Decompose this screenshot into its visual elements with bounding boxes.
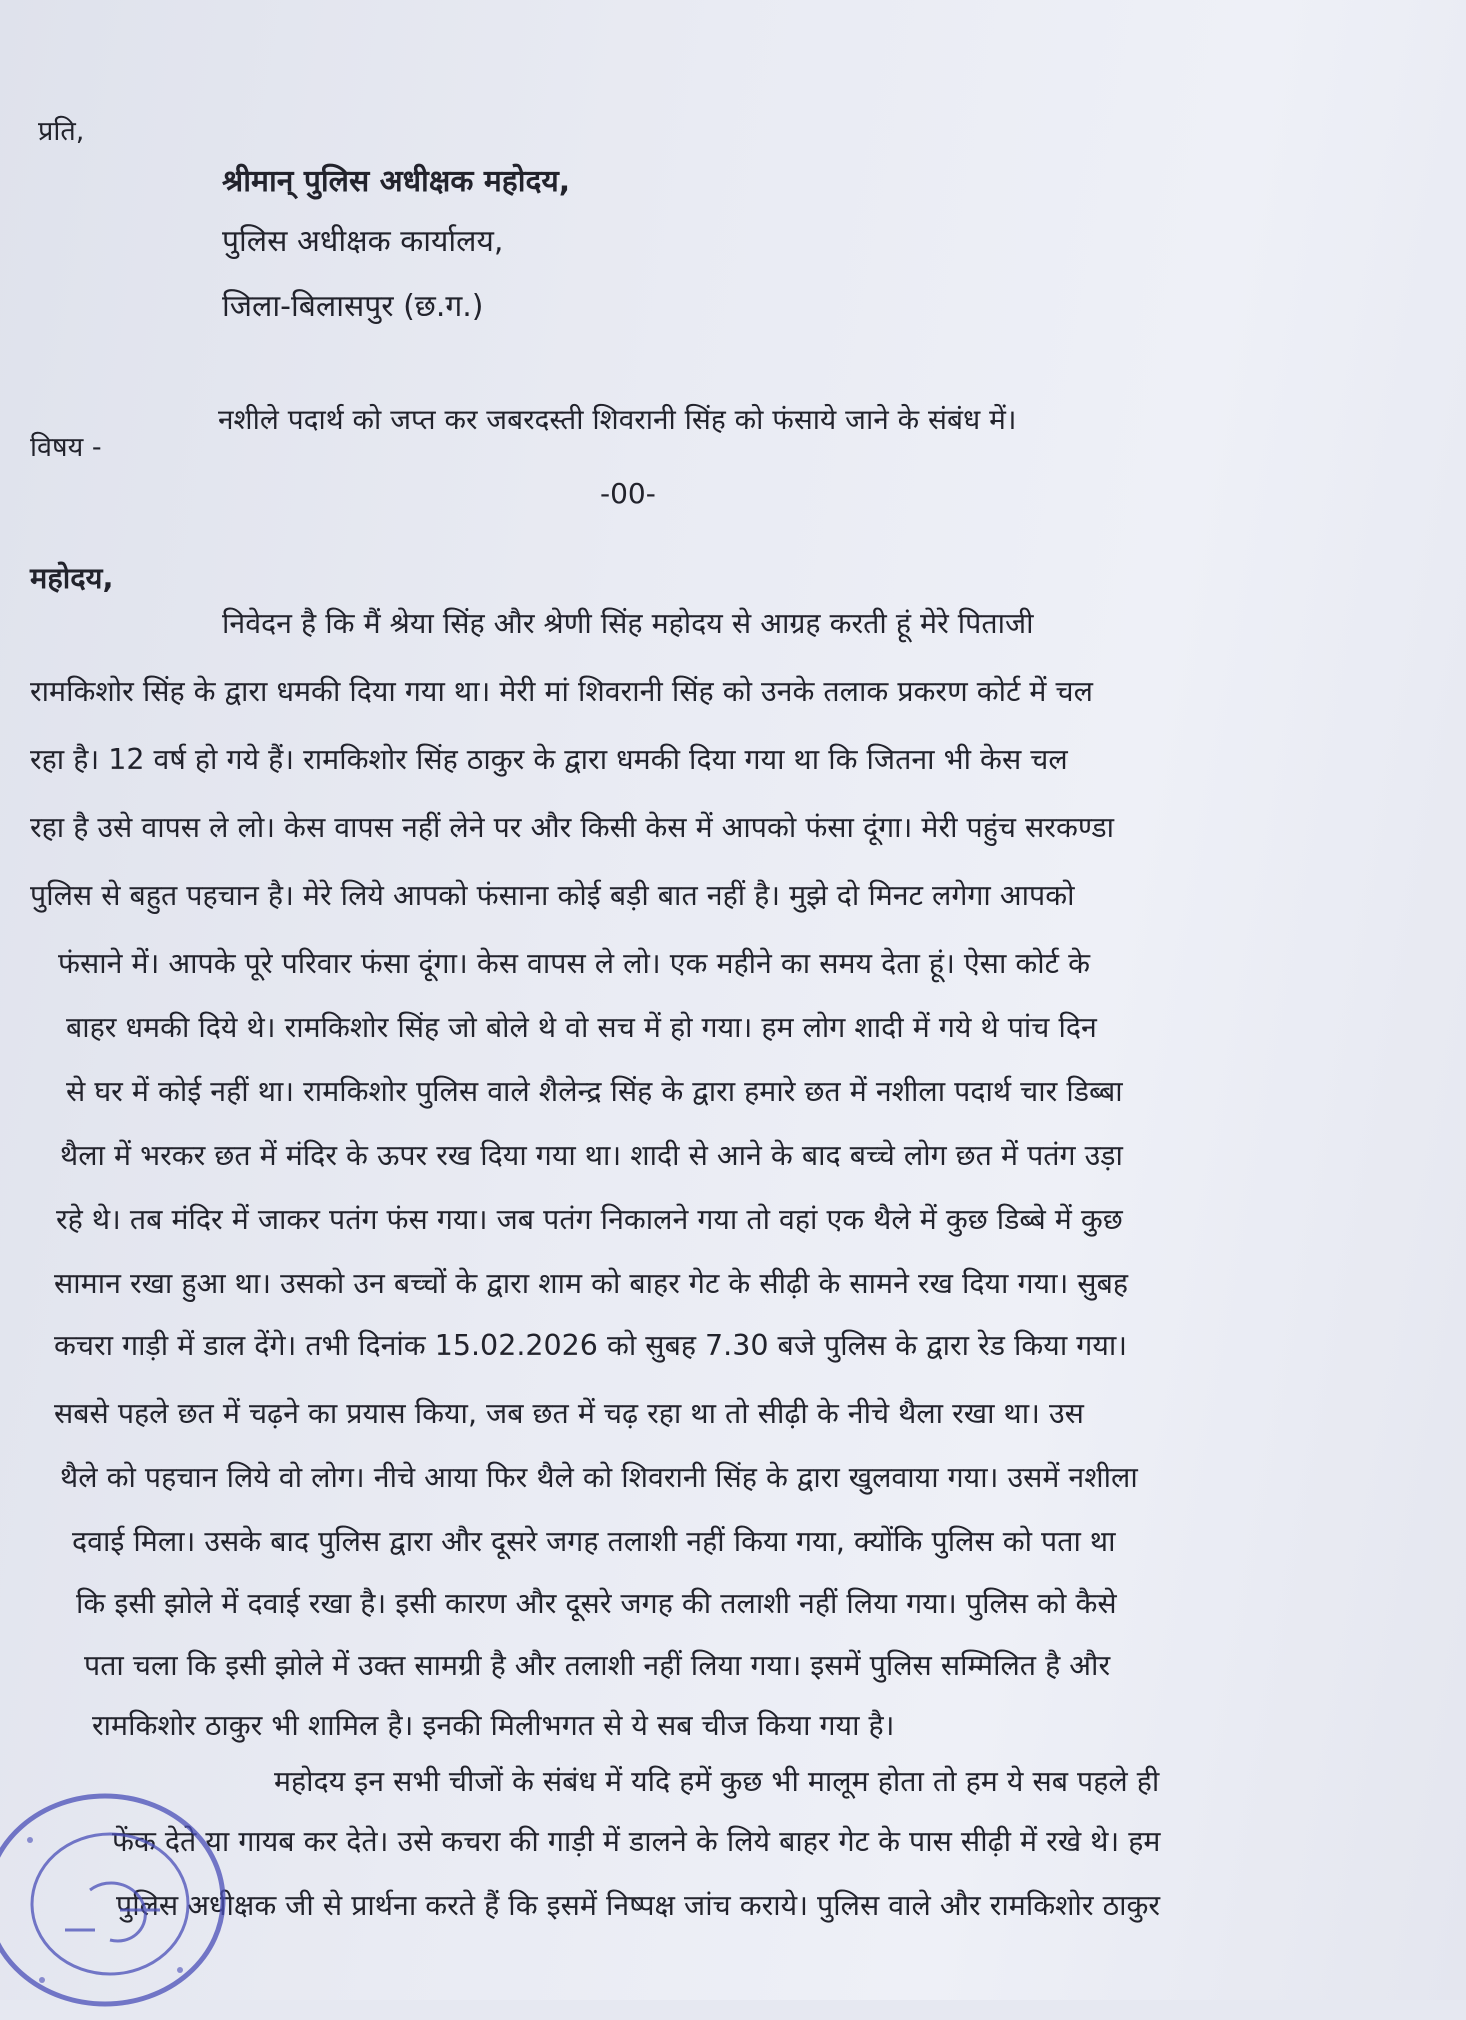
body-line: थैले को पहचान लिये वो लोग। नीचे आया फिर थैले को शिवरानी सिंह के द्वारा खुलवाया गया। उसमें नशीला	[60, 1461, 1138, 1494]
subject-label: विषय -	[30, 432, 102, 463]
body-line: रामकिशोर सिंह के द्वारा धमकी दिया गया था। मेरी मां शिवरानी सिंह को उनके तलाक प्रकरण कोर्ट में चल	[30, 675, 1093, 708]
body-line: रहे थे। तब मंदिर में जाकर पतंग फंस गया। जब पतंग निकालने गया तो वहां एक थैले में कुछ डिब्बे में कुछ	[56, 1203, 1123, 1236]
body-line: बाहर धमकी दिये थे। रामकिशोर सिंह जो बोले थे वो सच में हो गया। हम लोग शादी में गये थे पांच दिन	[66, 1011, 1097, 1044]
body-line: रामकिशोर ठाकुर भी शामिल है। इनकी मिलीभगत से ये सब चीज किया गया है।	[92, 1709, 895, 1742]
recipient-line-1: श्रीमान् पुलिस अधीक्षक महोदय,	[222, 164, 571, 199]
body-line: रहा है उसे वापस ले लो। केस वापस नहीं लेने पर और किसी केस में आपको फंसा दूंगा। मेरी पहुंच सरकण्डा	[30, 811, 1115, 844]
body-line: पुलिस से बहुत पहचान है। मेरे लिये आपको फंसाना कोई बड़ी बात नहीं है। मुझे दो मिनट लगेगा आपको	[30, 879, 1075, 912]
body-line: फंसाने में। आपके पूरे परिवार फंसा दूंगा। केस वापस ले लो। एक महीने का समय देता हूं। ऐसा कोर्ट के	[58, 947, 1090, 980]
body-line: कि इसी झोले में दवाई रखा है। इसी कारण और दूसरे जगह की तलाशी नहीं लिया गया। पुलिस को कैसे	[76, 1587, 1117, 1620]
body-line: थैला में भरकर छत में मंदिर के ऊपर रख दिया गया था। शादी से आने के बाद बच्चे लोग छत में पतंग उड़ा	[60, 1139, 1123, 1172]
to-label: प्रति,	[38, 116, 85, 147]
recipient-line-3: जिला-बिलासपुर (छ.ग.)	[222, 289, 484, 324]
office-seal-icon	[0, 1780, 240, 2020]
separator: -00-	[600, 477, 656, 510]
body-line: दवाई मिला। उसके बाद पुलिस द्वारा और दूसरे जगह तलाशी नहीं किया गया, क्योंकि पुलिस को पता था	[72, 1525, 1116, 1558]
body-line: निवेदन है कि मैं श्रेया सिंह और श्रेणी सिंह महोदय से आग्रह करती हूं मेरे पिताजी	[222, 607, 1034, 640]
body-line: फेंक देते या गायब कर देते। उसे कचरा की गाड़ी में डालने के लिये बाहर गेट के पास सीढ़ी में रखे थे। हम	[112, 1825, 1161, 1858]
body-line: सामान रखा हुआ था। उसको उन बच्चों के द्वारा शाम को बाहर गेट के सीढ़ी के सामने रख दिया गया। सुबह	[54, 1267, 1128, 1300]
body-line: से घर में कोई नहीं था। रामकिशोर पुलिस वाले शैलेन्द्र सिंह के द्वारा हमारे छत में नशीला पदार्थ चार डिब्बा	[66, 1075, 1123, 1108]
body-line: महोदय इन सभी चीजों के संबंध में यदि हमें कुछ भी मालूम होता तो हम ये सब पहले ही	[274, 1765, 1160, 1798]
body-line: कचरा गाड़ी में डाल देंगे। तभी दिनांक 15.02.2026 को सुबह 7.30 बजे पुलिस के द्वारा रेड किया गया।	[54, 1329, 1128, 1362]
recipient-line-2: पुलिस अधीक्षक कार्यालय,	[222, 224, 504, 259]
subject-text: नशीले पदार्थ को जप्त कर जबरदस्ती शिवरानी सिंह को फंसाये जाने के संबंध में।	[218, 403, 1017, 436]
body-line: रहा है। 12 वर्ष हो गये हैं। रामकिशोर सिंह ठाकुर के द्वारा धमकी दिया गया था कि जितना भी केस चल	[30, 743, 1068, 776]
body-line: सबसे पहले छत में चढ़ने का प्रयास किया, जब छत में चढ़ रहा था तो सीढ़ी के नीचे थैला रखा था। उस	[54, 1397, 1084, 1430]
body-line: पुलिस अधीक्षक जी से प्रार्थना करते हैं कि इसमें निष्पक्ष जांच कराये। पुलिस वाले और रामकिशोर ठाकुर	[116, 1889, 1161, 1922]
body-line: पता चला कि इसी झोले में उक्त सामग्री है और तलाशी नहीं लिया गया। इसमें पुलिस सम्मिलित है और	[84, 1649, 1111, 1682]
salutation: महोदय,	[30, 561, 114, 595]
